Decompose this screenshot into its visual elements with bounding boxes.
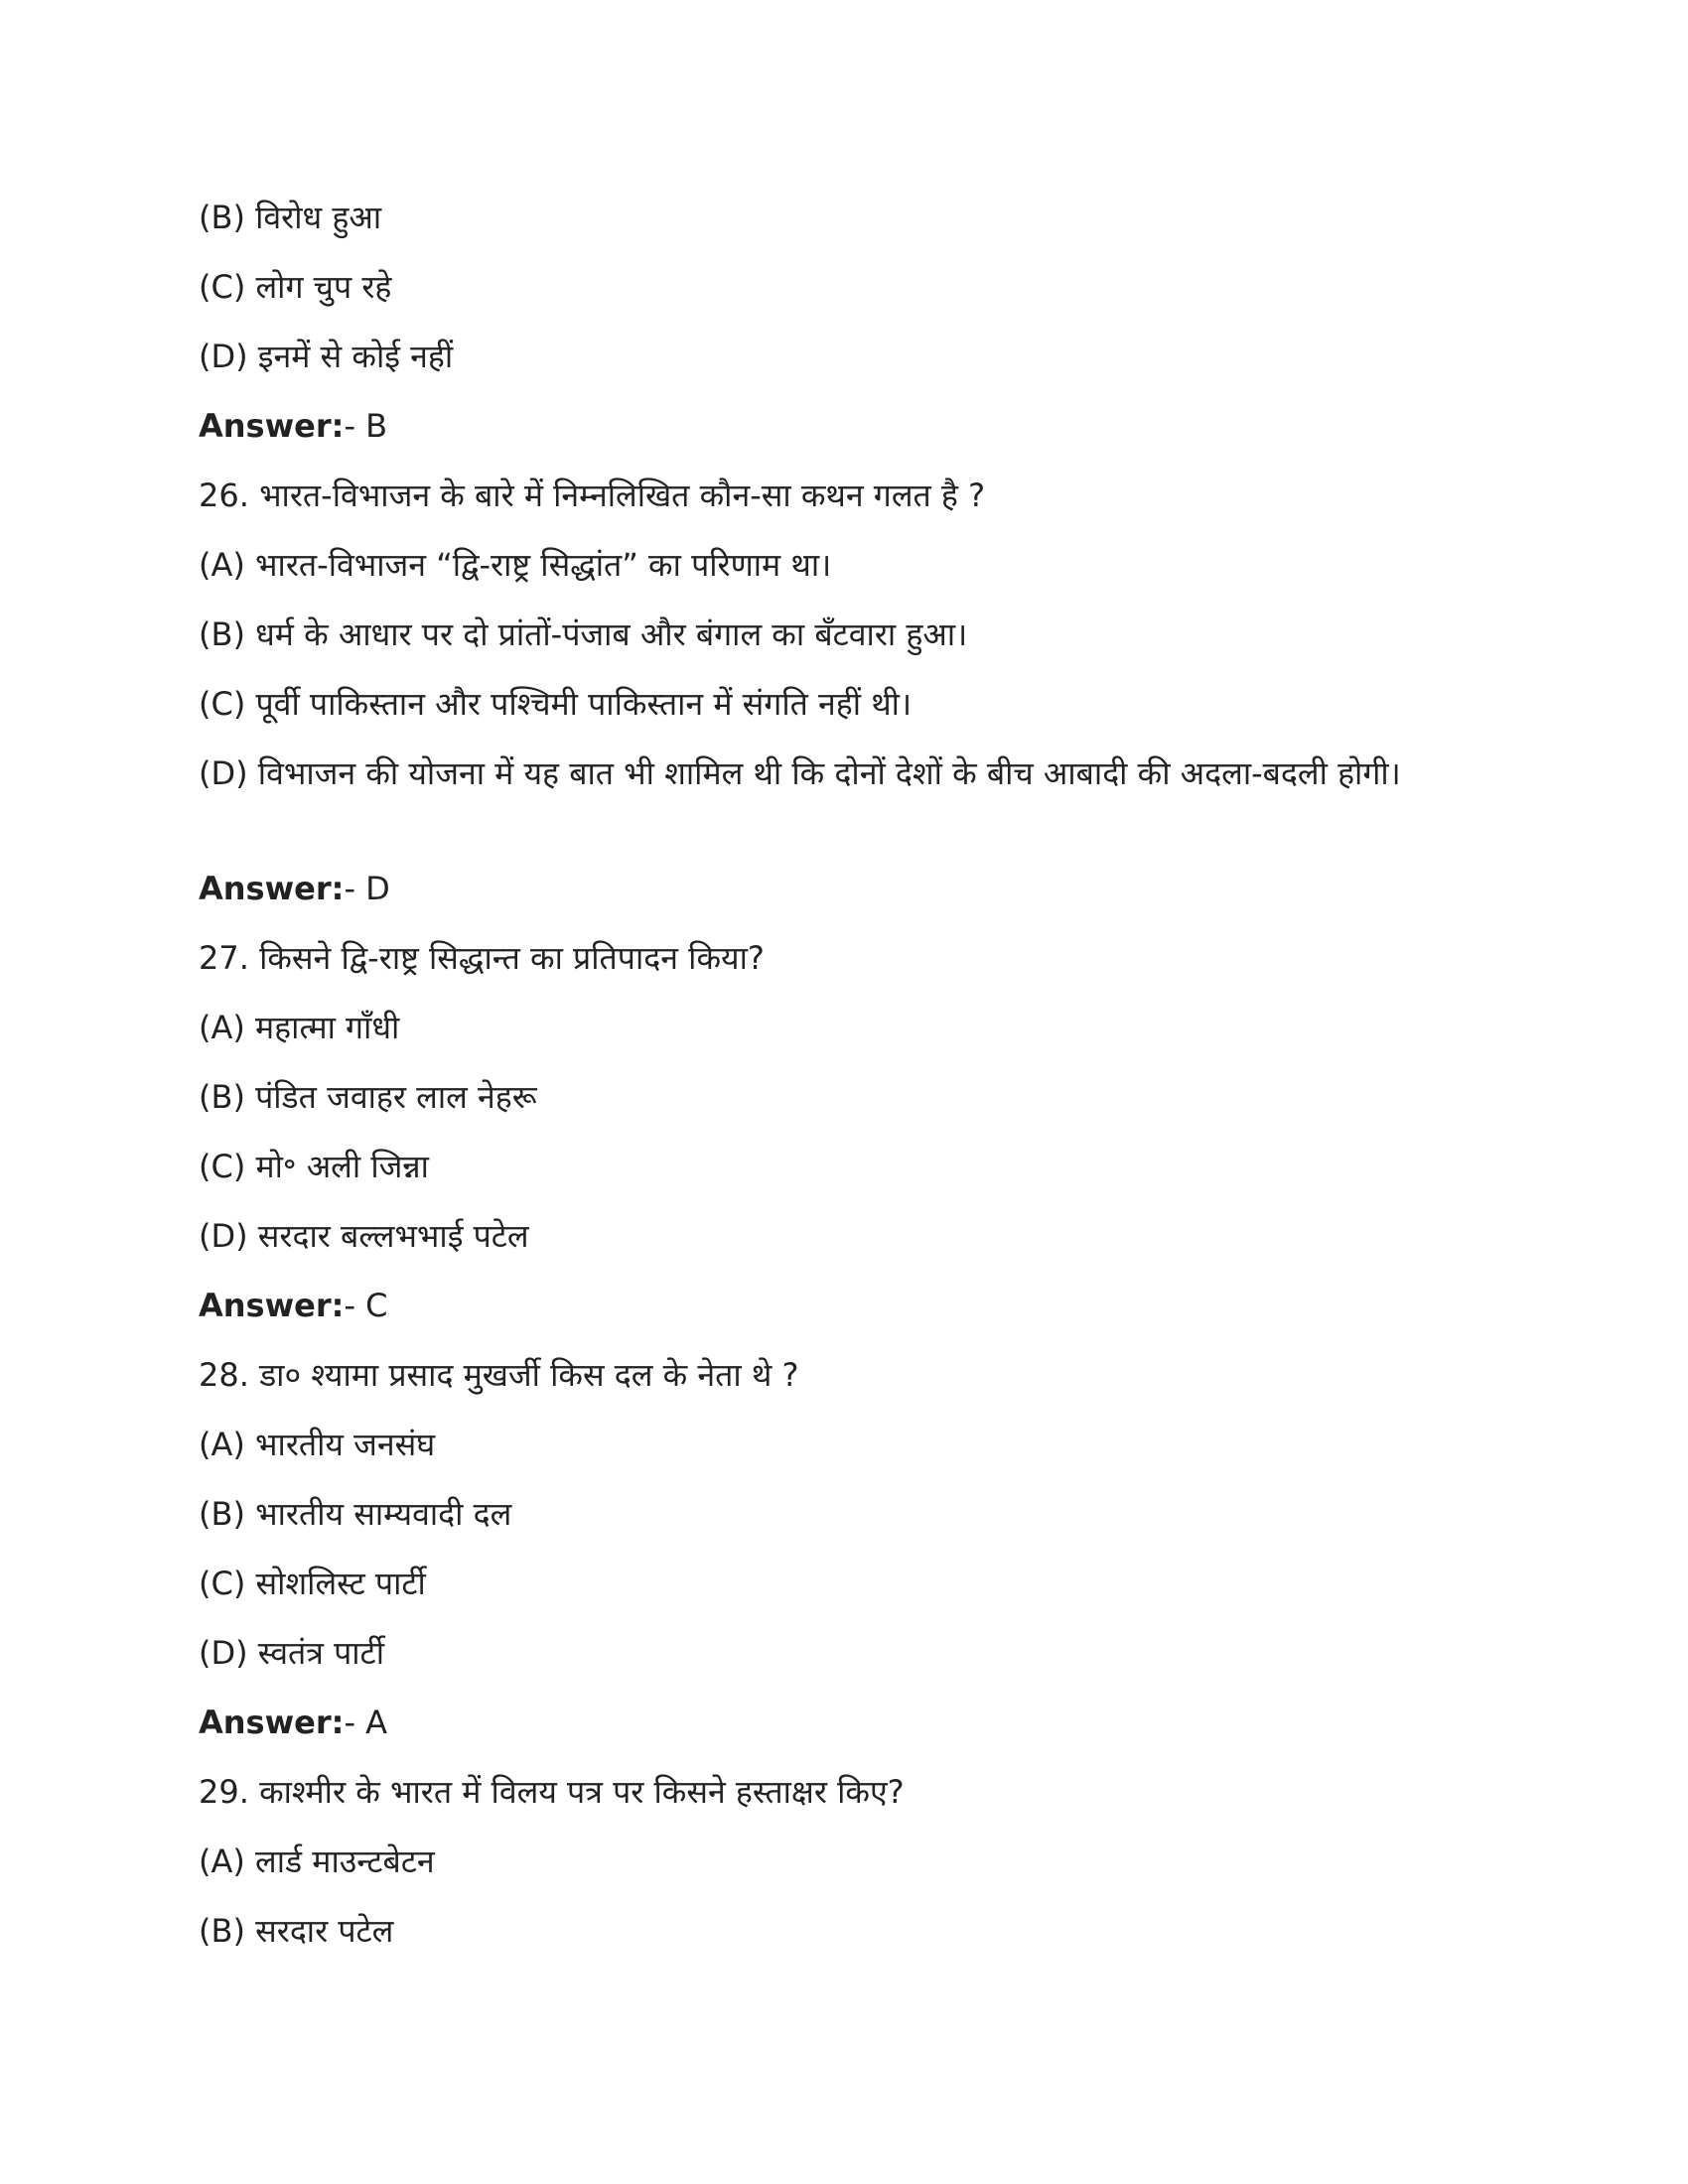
answer-label: Answer: — [199, 1704, 345, 1741]
q28-option-a: (A) भारतीय जनसंघ — [199, 1426, 436, 1463]
q26-answer — [199, 866, 1430, 911]
q28-option-b: (B) भारतीय साम्यवादी दल — [199, 1495, 512, 1533]
q26-option-b: (B) धर्म के आधार पर दो प्रांतों-पंजाब और बंगाल का बँटवारा हुआ। — [199, 615, 968, 653]
answer-label: Answer: — [199, 1287, 345, 1324]
answer-label: Answer: — [199, 407, 345, 445]
q28-option-c: (C) सोशलिस्ट पार्टी — [199, 1565, 426, 1602]
q27-option-d: (D) सरदार बल्लभभाई पटेल — [199, 1217, 529, 1255]
q27-option-c: (C) मो॰ अली जिन्ना — [199, 1148, 429, 1185]
q28-answer — [199, 1700, 1430, 1745]
answer-value: - B — [344, 407, 388, 445]
q26-option-a: (A) भारत-विभाजन “द्वि-राष्ट्र सिद्धांत” का परिणाम था। — [199, 546, 832, 584]
q25-option-b: (B) विरोध हुआ — [199, 199, 382, 236]
answer-label: Answer: — [199, 870, 345, 907]
answer-value: - D — [344, 870, 390, 907]
q26-option-c: (C) पूर्वी पाकिस्तान और पश्चिमी पाकिस्तान में संगति नहीं थी। — [199, 685, 913, 723]
q29-question: 29. काश्मीर के भारत में विलय पत्र पर किसने हस्ताक्षर किए? — [199, 1773, 905, 1811]
q29-option-a: (A) लार्ड माउन्टबेटन — [199, 1843, 435, 1880]
q26-question: 26. भारत-विभाजन के बारे में निम्नलिखित कौन-सा कथन गलत है ? — [199, 477, 986, 514]
q27-option-b: (B) पंडित जवाहर लाल नेहरू — [199, 1078, 537, 1116]
q29-option-b: (B) सरदार पटेल — [199, 1912, 394, 1950]
q27-question: 27. किसने द्वि-राष्ट्र सिद्धान्त का प्रतिपादन किया? — [199, 939, 765, 977]
q28-option-d: (D) स्वतंत्र पार्टी — [199, 1634, 384, 1672]
q25-option-d: (D) इनमें से कोई नहीं — [199, 338, 454, 375]
q27-option-a: (A) महात्मा गाँधी — [199, 1009, 400, 1046]
answer-value: - C — [344, 1287, 388, 1324]
answer-value: - A — [344, 1704, 388, 1741]
q27-answer — [199, 1283, 1430, 1328]
q26-option-d: (D) विभाजन की योजना में यह बात भी शामिल थी कि दोनों देशों के बीच आबादी की अदला-बदली होगी। — [199, 754, 1401, 792]
q28-question: 28. डा० श्यामा प्रसाद मुखर्जी किस दल के नेता थे ? — [199, 1356, 799, 1394]
q25-option-c: (C) लोग चुप रहे — [199, 268, 392, 306]
q25-answer — [199, 403, 1430, 449]
